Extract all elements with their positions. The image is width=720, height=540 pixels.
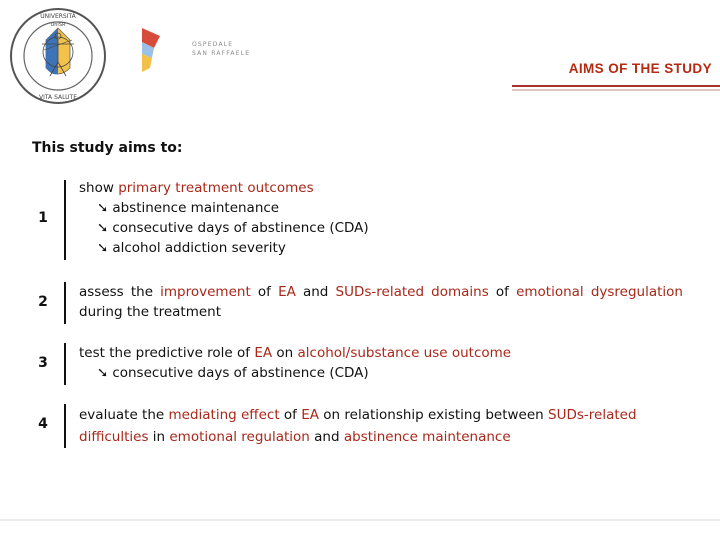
- aim-bullet: [79, 238, 683, 258]
- aim-bullet-text: abstinence maintenance: [112, 200, 280, 216]
- aim-text-run: of: [250, 284, 279, 300]
- aim-bullet: [79, 218, 683, 238]
- aim-item-3: [0, 343, 720, 387]
- title-underline: [512, 85, 720, 94]
- aim-text: [79, 343, 683, 383]
- arrow-bullet-icon: ➘: [97, 240, 109, 256]
- aim-item-2: [0, 282, 720, 326]
- aim-text-run: of: [279, 407, 302, 423]
- hospital-logo-icon: [140, 26, 168, 74]
- hospital-name-line1: OSPEDALE: [192, 41, 234, 48]
- university-seal-icon: [8, 6, 108, 106]
- aim-text-run: on relationship existing between: [319, 407, 549, 423]
- aim-divider: [64, 180, 66, 260]
- aim-highlight: SUDs-related domains: [335, 284, 489, 300]
- aim-bullet: [79, 198, 683, 218]
- aim-highlight: mediating effect: [168, 407, 280, 423]
- svg-text:UniSR: UniSR: [50, 22, 66, 28]
- aim-highlight: primary treatment outcomes: [118, 180, 314, 196]
- aim-divider: [64, 404, 66, 448]
- aim-highlight: alcohol/substance use outcome: [297, 345, 512, 361]
- aim-number: 3: [38, 355, 48, 371]
- footer-rule: [0, 519, 720, 521]
- aim-text-run: and: [295, 284, 336, 300]
- page-title: AIMS OF THE STUDY: [568, 61, 712, 76]
- aim-text-run: and: [309, 429, 344, 445]
- hospital-name-line2: SAN RAFFAELE: [192, 50, 251, 57]
- aim-highlight: abstinence maintenance: [343, 429, 511, 445]
- aim-item-4: [0, 404, 720, 450]
- aim-text-run: during the treatment: [79, 304, 222, 320]
- intro-text: This study aims to:: [32, 140, 183, 156]
- aim-text-run: test the predictive role of: [79, 345, 255, 361]
- aim-bullet-text: consecutive days of abstinence (CDA): [112, 220, 369, 236]
- aim-text-run: of: [488, 284, 517, 300]
- aim-highlight: SUDs-related difficulties: [79, 407, 637, 445]
- svg-text:UNIVERSITÀ: UNIVERSITÀ: [40, 13, 76, 20]
- aim-number: 4: [38, 416, 48, 432]
- arrow-bullet-icon: ➘: [97, 200, 109, 216]
- aim-text-run: show: [79, 180, 119, 196]
- aim-text-run: evaluate the: [79, 407, 169, 423]
- aim-divider: [64, 343, 66, 385]
- hospital-name: [192, 40, 312, 58]
- aim-highlight: EA: [278, 284, 296, 300]
- arrow-bullet-icon: ➘: [97, 365, 109, 381]
- aim-text: [79, 178, 683, 258]
- svg-text:VITA SALUTE: VITA SALUTE: [38, 94, 78, 101]
- aim-text: [79, 404, 683, 448]
- aim-highlight: EA: [301, 407, 319, 423]
- aim-highlight: emotional regulation: [169, 429, 310, 445]
- aim-text-run: in: [148, 429, 170, 445]
- aim-highlight: emotional dysregulation: [516, 284, 683, 300]
- aim-bullet-text: consecutive days of abstinence (CDA): [112, 365, 369, 381]
- aim-number: 2: [38, 294, 48, 310]
- arrow-bullet-icon: ➘: [97, 220, 109, 236]
- aim-number: 1: [38, 210, 48, 226]
- aim-text-run: on: [272, 345, 298, 361]
- aim-highlight: improvement: [160, 284, 251, 300]
- aim-text-run: assess the: [79, 284, 161, 300]
- aim-bullet: [79, 363, 683, 383]
- aim-highlight: EA: [254, 345, 273, 361]
- aim-item-1: [0, 178, 720, 264]
- aim-text: [79, 282, 683, 322]
- aim-bullet-text: alcohol addiction severity: [112, 240, 286, 256]
- aim-divider: [64, 282, 66, 324]
